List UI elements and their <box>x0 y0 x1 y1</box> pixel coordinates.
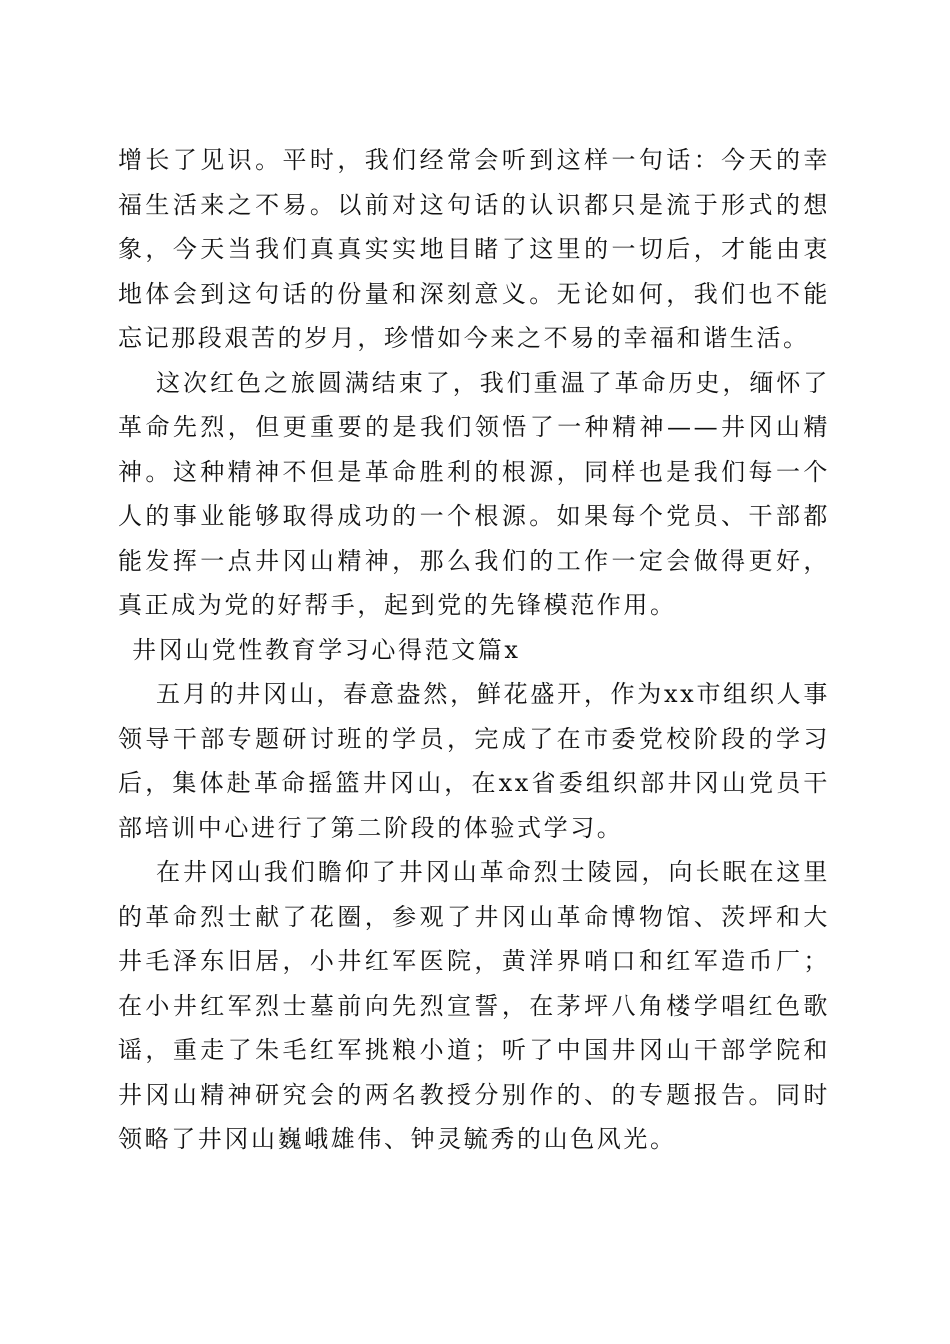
paragraph-red-tour-summary: 这次红色之旅圆满结束了，我们重温了革命历史，缅怀了革命先烈，但更重要的是我们领悟了一种精神——井冈山精神。这种精神不但是革命胜利的根源，同样也是我们每一个人的事业能够取得成功的一个根源。如果每个党员、干部都能发挥一点井冈山精神，那么我们的工作一定会做得更好，真正成为党的好帮手，起到党的先锋模范作用。 <box>118 368 830 619</box>
paragraph-continuation: 增长了见识。平时，我们经常会听到这样一句话：今天的幸福生活来之不易。以前对这句话的认识都只是流于形式的想象，今天当我们真真实实地目睹了这里的一切后，才能由衷地体会到这句话的份量和深刻意义。无论如何，我们也不能忘记那段艰苦的岁月，珍惜如今来之不易的幸福和谐生活。 <box>118 146 830 352</box>
section-heading: 井冈山党性教育学习心得范文篇x <box>132 635 521 664</box>
document-page <box>118 138 830 1162</box>
paragraph-visits: 在井冈山我们瞻仰了井冈山革命烈士陵园，向长眠在这里的革命烈士献了花圈，参观了井冈山革命博物馆、茨坪和大井毛泽东旧居，小井红军医院，黄洋界哨口和红军造币厂；在小井红军烈士墓前向先烈宣誓，在茅坪八角楼学唱红色歌谣，重走了朱毛红军挑粮小道；听了中国井冈山干部学院和井冈山精神研究会的两名教授分别作的、的专题报告。同时领略了井冈山巍峨雄伟、钟灵毓秀的山色风光。 <box>118 858 830 1153</box>
paragraph-may-jinggangshan: 五月的井冈山，春意盎然，鲜花盛开，作为xx市组织人事领导干部专题研讨班的学员，完成了在市委党校阶段的学习后，集体赴革命摇篮井冈山，在xx省委组织部井冈山党员干部培训中心进行了第二阶段的体验式学习。 <box>118 680 830 842</box>
